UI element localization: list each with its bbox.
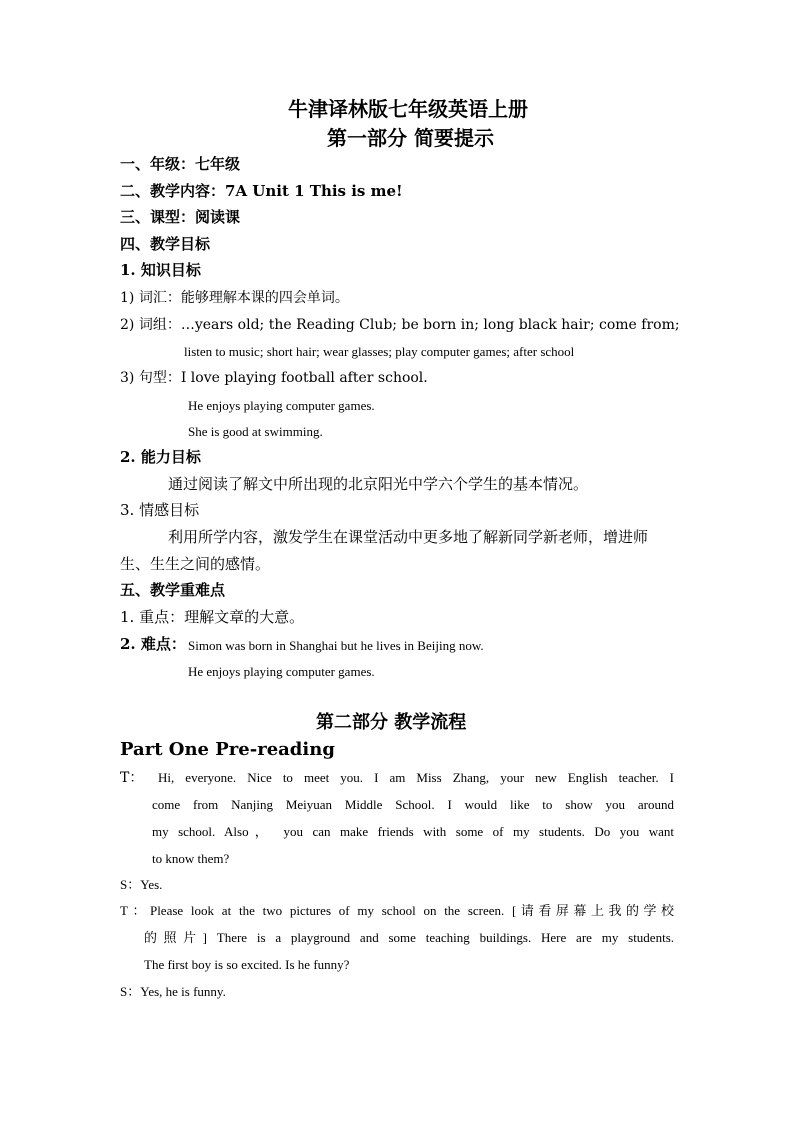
ability-heading: 2. 能力目标 — [120, 448, 201, 466]
document-title: 牛津译林版七年级英语上册 — [288, 97, 528, 121]
ability-text: 通过阅读了解文中所出现的北京阳光中学六个学生的基本情况。 — [168, 475, 589, 493]
t1-label: T： — [120, 770, 144, 786]
difficult-point-2: He enjoys playing computer games. — [188, 664, 375, 679]
section-2-title: 第二部分 教学流程 — [316, 712, 467, 733]
sentence-line-3: She is good at swimming. — [188, 424, 323, 439]
content-line: 二、教学内容：7A Unit 1 This is me! — [120, 182, 403, 200]
t1-line-1: Hi, everyone. Nice to meet you. I am Miss Zhang, your new English teacher. I — [158, 770, 674, 785]
phrases-line-1: 2) 词组：…years old; the Reading Club; be born in; long black hair; come from; — [120, 317, 680, 333]
emotion-text-1: 利用所学内容，激发学生在课堂活动中更多地了解新同学新老师，增进师 — [168, 528, 649, 546]
key-point: 1. 重点：理解文章的大意。 — [120, 608, 305, 626]
t2-line-2: 的照片] There is a playground and some teaching buildings. Here are my students. — [144, 930, 674, 945]
sentence-line-2: He enjoys playing computer games. — [188, 398, 375, 413]
t2-line-1: T：Please look at the two pictures of my school on the screen. [请看屏幕上我的学校 — [120, 903, 674, 918]
s2-line: S：Yes, he is funny. — [120, 984, 226, 999]
vocab-line: 1) 词汇：能够理解本课的四会单词。 — [120, 290, 349, 306]
goals-heading: 四、教学目标 — [120, 235, 211, 253]
part-one-heading: Part One Pre-reading — [120, 739, 335, 760]
t1-line-4: to know them? — [152, 851, 230, 866]
lesson-type-line: 三、课型：阅读课 — [120, 208, 241, 226]
grade-line: 一、年级：七年级 — [120, 155, 241, 173]
difficult-point-label: 2. 难点： — [120, 635, 186, 653]
difficult-point-1: Simon was born in Shanghai but he lives in Beijing now. — [188, 638, 484, 653]
emotion-text-2: 生、生生之间的感情。 — [120, 555, 271, 573]
section-1-title: 第一部分 简要提示 — [327, 126, 494, 150]
s1-line: S：Yes. — [120, 877, 163, 892]
t1-line-2: come from Nanjing Meiyuan Middle School. I would like to show you around — [152, 797, 674, 812]
t1-line-3: my school. Also， you can make friends with some of my students. Do you want — [152, 824, 674, 839]
key-heading: 五、教学重难点 — [120, 581, 226, 599]
sentence-line-1: 3) 句型：I love playing football after school. — [120, 370, 428, 386]
t2-line-3: The first boy is so excited. Is he funny? — [144, 957, 350, 972]
knowledge-heading: 1. 知识目标 — [120, 261, 201, 279]
phrases-line-2: listen to music; short hair; wear glasses; play computer games; after school — [184, 344, 575, 359]
emotion-heading: 3. 情感目标 — [120, 501, 200, 519]
